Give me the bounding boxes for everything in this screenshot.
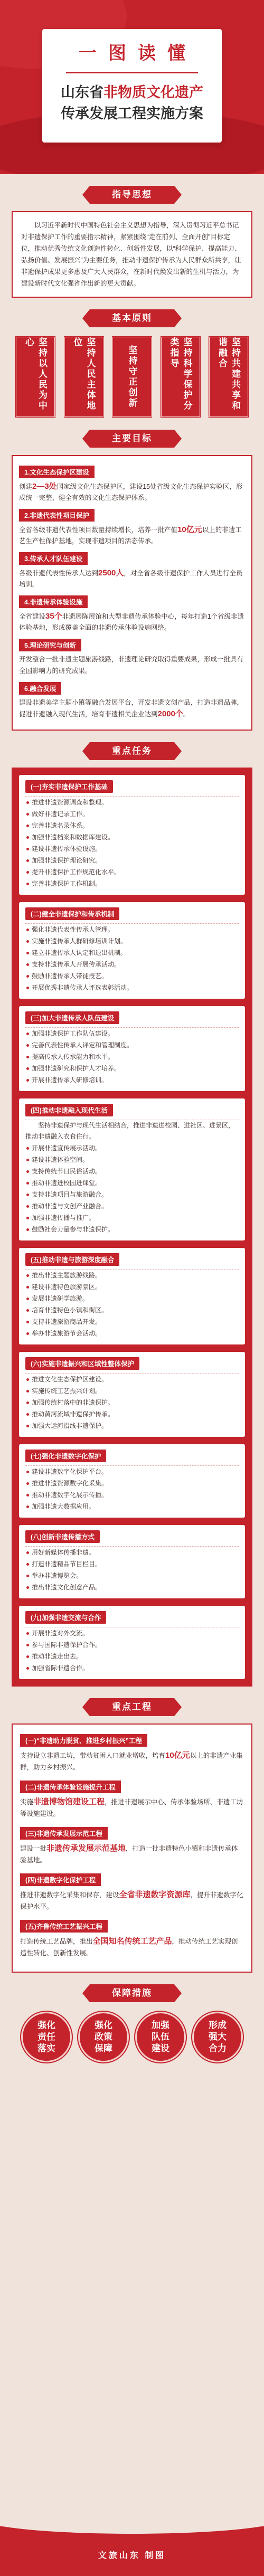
task-line: 打造非遗精品节目栏目。 (25, 1558, 239, 1570)
task-list (25, 1120, 239, 1235)
task-line: 推动非遗进校园进课堂。 (25, 1177, 239, 1189)
target-tag: 1.文化生态保护区建设 (19, 466, 95, 478)
tasks-section (0, 742, 264, 1687)
task-list (25, 1546, 239, 1593)
project-heading: (五)齐鲁传统工艺振兴工程 (20, 1920, 108, 1933)
task-line: 实施非遗传承人群研修培训计划。 (25, 935, 239, 947)
project-heading: (四)非遗数字化保护工程 (20, 1873, 101, 1886)
project-item (20, 1734, 244, 1773)
guide-banner: 指导思想 (90, 186, 174, 204)
task-line: 加强非遗传播与推广。 (25, 1212, 239, 1224)
principle-label: 坚持守正创新 (127, 345, 137, 409)
task-list (25, 1269, 239, 1339)
task-line: 开展非遗传承人研修培训。 (25, 1074, 239, 1086)
task-line: 支持非遗传承人开展传承活动。 (25, 959, 239, 970)
principle-label: 坚持人民主体地位 (72, 337, 96, 411)
principle-label: 坚持共建共享和谐融合 (217, 337, 240, 411)
target-item (19, 682, 245, 720)
project-item (20, 1827, 244, 1866)
targets-section (0, 430, 264, 731)
task-line: 强化非遗代表性传承人管理。 (25, 924, 239, 935)
task-line: 支持非遗项目与旅游融合。 (25, 1189, 239, 1200)
task-line: 加强非遗研究和保护人才培养。 (25, 1063, 239, 1074)
task-line: 做好非遗记录工作。 (25, 808, 239, 820)
target-item (19, 552, 245, 590)
target-text: 全省建设35个非遗展陈展馆和大型非遗传承体验中心，每年打造1个省级非遗体验基地，形成覆盖全面的非遗传承体验设施网络。 (19, 612, 244, 631)
task-line: 开展非遗宣传展示活动。 (25, 1142, 239, 1154)
task-group (19, 1098, 245, 1240)
target-text: 创建2—3处国家级文化生态保护区，建设15处省级文化生态保护实验区，形成统一完整、健全有效的文化生态保护体系。 (19, 482, 243, 501)
project-text: 推进非遗数字化采集和保存，建设全省非遗数字资源库，提升非遗数字化保护水平。 (20, 1890, 243, 1910)
task-line: 推进文化生态保护区建设。 (25, 1374, 239, 1385)
target-tag: 4.非遗传承体验设施 (19, 595, 88, 608)
task-list (25, 796, 239, 889)
principle-label: 坚持科学保护分类指导 (168, 337, 192, 411)
task-line: 完善代表性传承人评定和管理制度。 (25, 1039, 239, 1051)
task-list (25, 923, 239, 993)
title-line2: 传承发展工程实施方案 (61, 106, 203, 121)
project-text: 实施非遗博物馆建设工程，推进非遗展示中心、传承体验场所、非遗工坊等设施建设。 (20, 1797, 243, 1817)
task-heading: (五)推动非遗与旅游深度融合 (25, 1253, 119, 1266)
project-item (20, 1873, 244, 1912)
hero-kicker: 一图读懂 (79, 43, 197, 63)
task-group (19, 1248, 245, 1344)
guarantee-row (21, 2012, 243, 2062)
task-list (25, 1027, 239, 1086)
projects-banner: 重点工程 (90, 1698, 174, 1716)
footer-wave (0, 2502, 264, 2534)
guarantee-label: 加强队伍建设 (152, 2020, 169, 2053)
guarantee-section (0, 1984, 264, 2062)
task-line: 举办非遗旅游节会活动。 (25, 1328, 239, 1339)
task-group (19, 1006, 245, 1091)
title-prefix: 山东省 (61, 84, 103, 100)
principle-label: 坚持以人民为中心 (24, 337, 47, 411)
task-line: 建设非遗传承体验设施。 (25, 843, 239, 855)
target-item (19, 509, 245, 547)
title-highlight: 非物质文化遗产 (103, 84, 203, 100)
task-heading: (三)加大非遗传承人队伍建设 (25, 1011, 119, 1024)
target-text: 各级非遗代表性传承人达到2500人，对全省各级非遗保护工作人员进行全员培训。 (19, 569, 243, 588)
task-line: 加强大运河沿线非遗保护。 (25, 1420, 239, 1432)
task-heading: (二)健全非遗保护和传承机制 (25, 907, 119, 920)
task-line: 鼓励非遗传承人带徒授艺。 (25, 970, 239, 982)
task-line: 加强非遗大数据应用。 (25, 1501, 239, 1512)
principle-card (63, 336, 105, 418)
task-heading: (四)推动非遗融入现代生活 (25, 1104, 113, 1116)
task-heading: (九)加强非遗交流与合作 (25, 1611, 106, 1624)
task-line: 完善非遗保护工作机制。 (25, 878, 239, 889)
guide-section (0, 186, 264, 298)
targets-box (12, 455, 252, 731)
task-line: 加强非遗档案和数据库建设。 (25, 831, 239, 843)
task-line: 推动非遗走出去。 (25, 1651, 239, 1662)
project-heading: (一)“非遗助力脱贫、推进乡村振兴”工程 (20, 1734, 147, 1747)
guarantee-circle (78, 2012, 129, 2062)
target-text: 建设非遗美学主题小镇等融合发展平台，开发非遗文创产品，打造非遗品牌，促进非遗融入现代生活，培育非遗相关企业达到2000个。 (19, 699, 244, 718)
task-list (25, 1465, 239, 1512)
principle-card (160, 336, 201, 418)
task-line: 建设非遗数字化保护平台。 (25, 1466, 239, 1478)
task-line: 建设非遗特色旅游景区。 (25, 1281, 239, 1293)
target-tag: 5.理论研究与创新 (19, 639, 81, 651)
guarantee-label: 强化责任落实 (37, 2020, 55, 2053)
task-line: 推动非遗与文创产业融合。 (25, 1200, 239, 1212)
target-tag: 2.非遗代表性项目保护 (19, 509, 95, 522)
project-text: 打造传统工艺品牌，推出全国知名传统工艺产品，推动传统工艺实现创造性转化、创新性发展。 (20, 1937, 238, 1957)
project-text: 建设一批非遗传承发展示范基地，打造一批非遗特色小镇和非遗传承体验基地。 (20, 1844, 238, 1864)
task-line: 推动黄河流域非遗保护传承。 (25, 1408, 239, 1420)
projects-box (12, 1723, 252, 1973)
target-tag: 6.融合发展 (19, 682, 61, 695)
task-line: 实施传统工艺振兴计划。 (25, 1385, 239, 1397)
task-line: 举办非遗博览会。 (25, 1570, 239, 1581)
guarantee-circle (192, 2012, 243, 2062)
task-line: 开展非遗对外交流。 (25, 1627, 239, 1639)
guarantee-label: 形成强大合力 (209, 2020, 227, 2053)
tasks-box (12, 768, 252, 1687)
task-line: 支持非遗旅游商品开发。 (25, 1316, 239, 1328)
footer-credit: 文旅山东 制图 (98, 2551, 166, 2560)
tasks-banner: 重点任务 (90, 742, 174, 760)
target-item (19, 595, 245, 633)
guarantee-label: 强化政策保障 (95, 2020, 112, 2053)
target-text: 开发整合一批非遗主题旅游线路，非遗理论研究取得重要成果，形成一批具有全国影响力的研究成果。 (19, 656, 244, 675)
project-heading: (二)非遗传承体验设施提升工程 (20, 1781, 121, 1793)
task-group (19, 1444, 245, 1518)
guarantee-circle (21, 2012, 72, 2062)
task-paragraph: 坚持非遗保护与现代生活相结合，推进非遗进校园、进社区、进景区，推动非遗融入衣食住行。 (25, 1122, 235, 1140)
task-line: 支持传统节日民俗活动。 (25, 1166, 239, 1177)
task-heading: (七)强化非遗数字化保护 (25, 1450, 106, 1462)
task-line: 发展非遗研学旅游。 (25, 1293, 239, 1304)
task-line: 加强非遗保护工作队伍建设。 (25, 1028, 239, 1039)
task-line: 培育非遗特色小镇和街区。 (25, 1304, 239, 1316)
task-line: 推进非遗资源数字化采集。 (25, 1478, 239, 1489)
guide-text: 以习近平新时代中国特色社会主义思想为指导，深入贯彻习近平总书记对非遗保护工作的重要指示精神，紧紧围绕“走在前列、全面开创”目标定位，推动优秀传统文化创造性转化、创新性发展，以“科学保护、提高能力、弘扬价值、发展振兴”为主要任务，推动非遗保护传承为人民群众所共享，让非遗保护成果更多惠及广大人民群众，在新时代焕发出新的生机与活力，为建设新时代文化强省作出新的更大贡献。 (12, 211, 252, 298)
principle-card (208, 336, 249, 418)
task-group (19, 902, 245, 999)
task-group (19, 775, 245, 895)
task-line: 参与国际非遗保护合作。 (25, 1639, 239, 1651)
task-line: 开展优秀非遗传承人评选表彰活动。 (25, 982, 239, 993)
task-line: 加强省际非遗合作。 (25, 1662, 239, 1674)
guarantee-circle (135, 2012, 186, 2062)
projects-section (0, 1698, 264, 1973)
principle-card (111, 336, 153, 418)
task-line: 提升非遗保护工作规范化水平。 (25, 866, 239, 878)
project-item (20, 1920, 244, 1959)
target-text: 全省各级非遗代表性项目数量持续增长，培养一批产值10亿元以上的非遗工艺生产性保护基地，实现非遗项目的活态传承。 (19, 525, 242, 545)
task-list (25, 1373, 239, 1432)
task-line: 建设非遗体验空间。 (25, 1154, 239, 1166)
principles-banner: 基本原则 (90, 309, 174, 327)
project-heading: (三)非遗传承发展示范工程 (20, 1827, 108, 1840)
task-heading: (八)创新非遗传播方式 (25, 1530, 100, 1543)
task-list (25, 1627, 239, 1674)
task-line: 推进非遗资源调查和整理。 (25, 797, 239, 808)
task-heading: (六)实施非遗振兴和区域性整体保护 (25, 1357, 139, 1370)
task-group (19, 1352, 245, 1437)
page-title (42, 82, 222, 124)
task-line: 建立非遗传承人认定和退出机制。 (25, 947, 239, 959)
hero-header (0, 0, 264, 174)
task-group (19, 1606, 245, 1679)
project-item (20, 1781, 244, 1820)
target-item (19, 639, 245, 677)
hero-title-card (42, 29, 222, 143)
task-group (19, 1525, 245, 1598)
task-line: 完善非遗名录体系。 (25, 820, 239, 831)
target-tag: 3.传承人才队伍建设 (19, 552, 88, 565)
project-text: 支持设立非遗工坊，带动贫困人口就业增收，培育10亿元以上的非遗产业集群，助力乡村振兴。 (20, 1751, 243, 1771)
task-line: 加强非遗保护理论研究。 (25, 855, 239, 866)
task-line: 推出非遗主题旅游线路。 (25, 1270, 239, 1281)
principles-section (0, 309, 264, 418)
hero-divider (66, 72, 198, 73)
targets-banner: 主要目标 (90, 430, 174, 448)
task-line: 鼓励社会力量参与非遗保护。 (25, 1224, 239, 1235)
task-line: 推动非遗数字化展示传播。 (25, 1489, 239, 1501)
guarantee-banner: 保障措施 (90, 1984, 174, 2002)
task-line: 推出非遗文化创意产品。 (25, 1581, 239, 1593)
footer (0, 2518, 264, 2576)
task-line: 用好新媒体传播非遗。 (25, 1547, 239, 1558)
task-line: 加强传统村落中的非遗保护。 (25, 1397, 239, 1408)
target-item (19, 466, 245, 504)
task-heading: (一)夯实非遗保护工作基础 (25, 780, 113, 793)
task-line: 提高传承人传承能力和水平。 (25, 1051, 239, 1063)
principles-row (15, 336, 249, 418)
principle-card (15, 336, 56, 418)
